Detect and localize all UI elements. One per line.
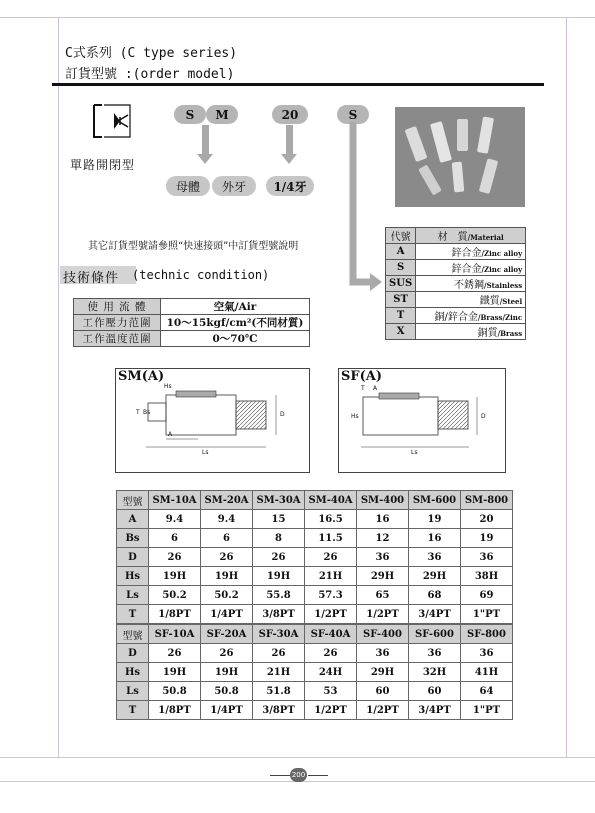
table-row: Hs 19H 19H 21H 24H 29H 32H 41H [117,663,513,682]
dim-hs: Hs [164,383,172,390]
dim-t: T [136,409,140,416]
material-header-name: 材 質/Material [416,228,526,244]
dim-t: T [361,385,365,392]
sf-diagram-box [338,368,506,473]
material-row: ST 鐵質/Steel [386,292,526,308]
page-number: 200 [290,768,307,782]
footer-line-right [308,775,328,776]
table-row: Ls 50.8 50.8 51.8 53 60 60 64 [117,682,513,701]
arrow-shaft-2 [286,125,293,155]
frame-right-line [566,17,567,757]
header-rule [52,83,544,86]
sf-header-row: 型號 SF-10A SF-20A SF-30A SF-40A SF-400 SF-600 SF-800 [117,625,513,644]
sf-diagram-title: SF(A) [341,369,383,384]
meaning-thread: 外牙 [212,176,256,196]
table-row: D 26 26 26 26 36 36 36 [117,644,513,663]
table-row: Hs 19H 19H 19H 21H 29H 29H 38H [117,567,513,586]
arrow-down-icon [197,154,213,164]
material-header-code: 代號 [386,228,416,244]
dim-ls: Ls [411,449,418,456]
table-row: T 1/8PT 1/4PT 3/8PT 1/2PT 1/2PT 3/4PT 1"PT [117,605,513,624]
technic-table [73,298,310,347]
product-photo [395,107,525,207]
sm-diagram-box [115,368,310,473]
code-pill-m: M [206,105,238,124]
frame-left-line [58,17,59,757]
material-pointer-arrow [340,122,390,297]
technic-row: 工作溫度范圍 0～70℃ [74,331,310,347]
meaning-size: 1/4牙 [266,176,314,196]
table-row: T 1/8PT 1/4PT 3/8PT 1/2PT 1/2PT 3/4PT 1"PT [117,701,513,720]
dim-hs: Hs [351,413,359,420]
dim-ls: Ls [202,449,209,456]
dim-a: A [168,431,173,438]
sm-coupler-drawing [116,369,309,472]
table-row: Bs 6 6 8 11.5 12 16 19 [117,529,513,548]
icon-label: 單路開閉型 [70,158,136,172]
material-table [385,227,526,340]
sf-spec-table [116,624,513,720]
sm-header-row: 型號 SM-10A SM-20A SM-30A SM-40A SM-400 SM-600 SM-800 [117,491,513,510]
code-pill-s: S [174,105,206,124]
frame-top-line [0,17,595,18]
dim-d: D [280,411,285,418]
technic-title-en: (technic condition) [132,268,270,282]
order-note: 其它訂貨型號請參照“快速接頭”中訂貨型號說明 [88,241,299,252]
dim-d: D [481,413,486,420]
sm-spec-table [116,490,513,624]
footer-line-left [270,775,290,776]
order-title: 訂貨型號 :(order model) [65,67,235,82]
table-row: D 26 26 26 26 36 36 36 [117,548,513,567]
code-pill-20: 20 [272,105,308,124]
dim-a: A [373,385,378,392]
sm-diagram-title: SM(A) [118,369,165,384]
technic-row: 工作壓力范圍 10～15kgf/cm²(不同材質) [74,315,310,331]
code-pill-s2: S [337,105,369,124]
material-row: S 鋅合金/Zinc alloy [386,260,526,276]
technic-title: 技術條件 [63,271,120,286]
material-row: A 鋅合金/Zinc alloy [386,244,526,260]
arrow-shaft-1 [202,125,209,155]
valve-symbol-icon [90,103,134,141]
table-row: A 9.4 9.4 15 16.5 16 19 20 [117,510,513,529]
table-row: Ls 50.2 50.2 55.8 57.3 65 68 69 [117,586,513,605]
meaning-body: 母體 [166,176,210,196]
arrow-down-icon [281,154,297,164]
material-row: X 銅質/Brass [386,324,526,340]
material-row: SUS 不銹鋼/Stainless [386,276,526,292]
dim-bs: Bs [143,409,151,416]
frame-bottom-line [0,757,595,758]
series-title: C式系列 (C type series) [65,46,238,61]
material-row: T 銅/鋅合金/Brass/Zinc [386,308,526,324]
technic-row: 使 用 流 體 空氣/Air [74,299,310,315]
